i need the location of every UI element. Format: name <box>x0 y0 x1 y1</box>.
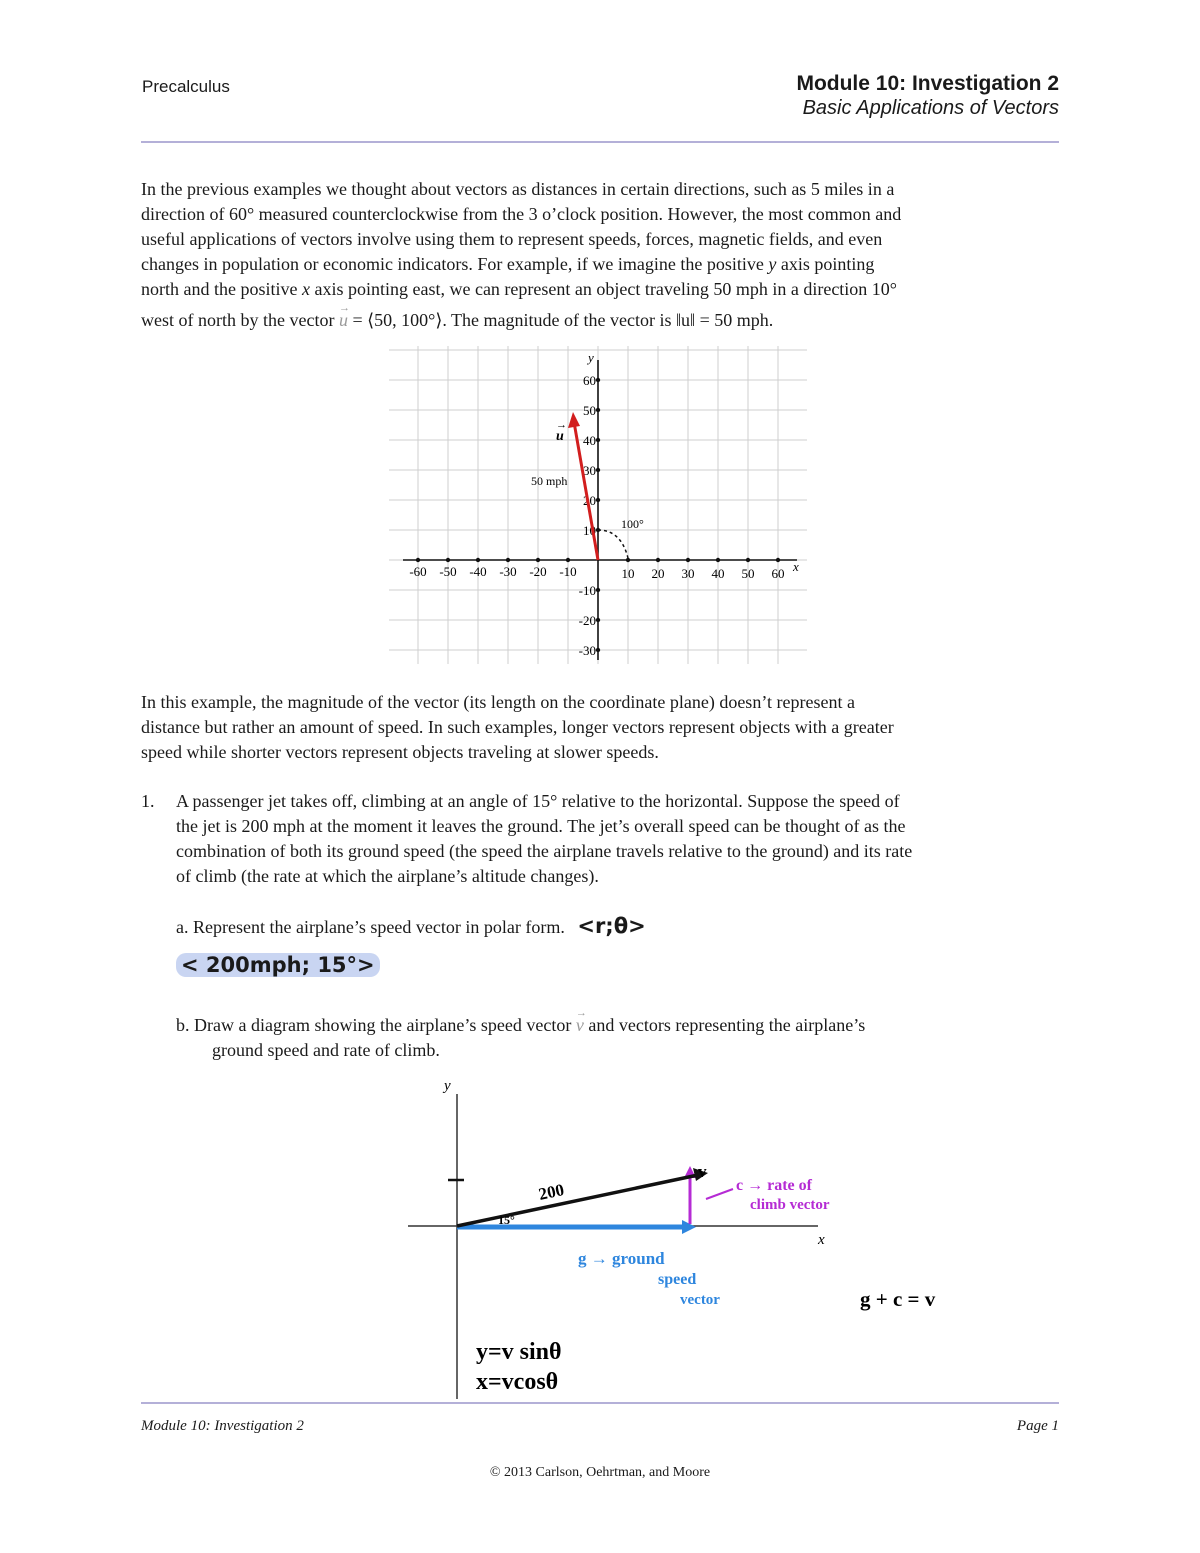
tick-mark <box>536 558 540 562</box>
tick-mark <box>596 378 600 382</box>
explanation-paragraph <box>141 690 1066 765</box>
question-line: the jet is 200 mph at the moment it leaves the ground. The jet’s overall speed can be thought of as the <box>176 816 906 836</box>
vector-u-symbol: → u <box>339 308 348 333</box>
tick-mark <box>746 558 750 562</box>
copyright: © 2013 Carlson, Oehrtman, and Moore <box>489 1465 711 1480</box>
course-name: Precalculus <box>142 77 230 96</box>
vector-sum-equation: g + c = v <box>860 1287 936 1311</box>
intro-line: changes in population or economic indicators. For example, if we imagine the positive y axis pointing <box>141 254 875 274</box>
part-b-line: b. Draw a diagram showing the airplane’s speed vector → v and vectors representing the airplane’s <box>176 1013 1056 1038</box>
y-tick-label: -20 <box>578 613 596 628</box>
x-tick-label: -10 <box>559 564 577 579</box>
intro-paragraph <box>141 177 1066 333</box>
x-tick-label: 30 <box>681 566 695 581</box>
question-line: combination of both its ground speed (the speed the airplane travels relative to the ground) and its rate <box>176 841 913 861</box>
formula-x: x=vcosθ <box>476 1369 559 1395</box>
tick-mark <box>596 468 600 472</box>
tick-mark <box>776 558 780 562</box>
magnitude-label: 50 mph <box>531 474 568 488</box>
tick-mark <box>416 558 420 562</box>
x-tick-label: -40 <box>469 564 487 579</box>
y-tick-label: 40 <box>583 433 596 448</box>
x-tick-label: -60 <box>409 564 427 579</box>
y-axis-label: y <box>588 350 594 365</box>
formula-y: y=v sinθ <box>476 1339 562 1365</box>
vector-v-symbol: → v <box>576 1013 584 1038</box>
angle-label: 15° <box>498 1213 515 1227</box>
part-a-prompt: a. Represent the airplane’s speed vector in polar form. <box>176 917 565 937</box>
climb-note-pointer <box>706 1189 733 1199</box>
angle-label: 100° <box>621 517 644 531</box>
footer-module: Module 10: Investigation 2 <box>141 1418 304 1434</box>
y-axis-label: y <box>444 1078 451 1094</box>
handwritten-polar-format: <r;θ> <box>577 914 646 938</box>
v-label: v <box>698 1162 707 1181</box>
x-tick-label: 50 <box>741 566 755 581</box>
tick-mark <box>596 498 600 502</box>
explain-line: speed while shorter vectors represent objects traveling at slower speeds. <box>141 742 659 762</box>
x-axis-label: x <box>818 1232 825 1248</box>
footer-page-number: Page 1 <box>1016 1418 1059 1434</box>
tick-mark <box>656 558 660 562</box>
magnitude-expression: ‖u‖ = 50 mph <box>675 310 769 330</box>
explain-line: distance but rather an amount of speed. In such examples, longer vectors represent objects with a greater <box>141 717 894 737</box>
tick-mark <box>506 558 510 562</box>
speed-vector <box>457 1175 698 1226</box>
vector-u-arrow-mark: → <box>556 419 567 431</box>
question-1 <box>141 789 1066 889</box>
x-axis-label: x <box>793 559 799 574</box>
header-title-block <box>796 72 1059 120</box>
x-tick-label: -50 <box>439 564 457 579</box>
y-tick-label: 50 <box>583 403 596 418</box>
tick-mark <box>596 618 600 622</box>
tick-mark <box>596 438 600 442</box>
y-tick-label: -30 <box>578 643 596 658</box>
climb-note: c → rate of <box>736 1177 812 1194</box>
tick-mark <box>716 558 720 562</box>
vector-u-graph <box>385 342 815 668</box>
explain-line: In this example, the magnitude of the vector (its length on the coordinate plane) doesn’t represent a <box>141 692 855 712</box>
y-tick-label: -10 <box>578 583 596 598</box>
question-number: 1. <box>141 791 155 811</box>
intro-line: In the previous examples we thought about vectors as distances in certain directions, such as 5 miles in a <box>141 179 895 199</box>
y-tick-label: 20 <box>583 493 596 508</box>
airplane-vector-diagram <box>400 1074 960 1404</box>
part-a <box>176 914 1056 940</box>
handwritten-answer-a: < 200mph; 15°> <box>176 953 380 977</box>
part-b-line: ground speed and rate of climb. <box>212 1040 440 1060</box>
vector-u-label: u <box>556 429 564 444</box>
intro-line: direction of 60° measured counterclockwise from the 3 o’clock position. However, the most common and <box>141 204 902 224</box>
x-tick-label: 20 <box>651 566 665 581</box>
x-tick-label: 40 <box>711 566 725 581</box>
intro-line: useful applications of vectors involve using them to represent speeds, forces, magnetic fields, and even <box>141 229 883 249</box>
angle-arc <box>598 530 628 558</box>
intro-line: west of north by the vector → u = ⟨50, 100°⟩. The magnitude of the vector is ‖u‖ = 50 mph. <box>141 308 1066 333</box>
climb-note: climb vector <box>750 1197 830 1213</box>
x-tick-label: 10 <box>621 566 635 581</box>
question-line: A passenger jet takes off, climbing at an angle of 15° relative to the horizontal. Suppose the speed of <box>176 791 900 811</box>
ground-note: speed <box>658 1271 697 1288</box>
speed-magnitude-label: 200 <box>536 1180 566 1204</box>
ground-note: vector <box>680 1292 720 1308</box>
vector-u-arrowhead <box>568 412 580 428</box>
tick-mark <box>686 558 690 562</box>
tick-mark <box>596 408 600 412</box>
header-divider <box>141 141 1059 143</box>
tick-mark <box>596 648 600 652</box>
x-tick-label: 60 <box>771 566 785 581</box>
tick-mark <box>476 558 480 562</box>
tick-mark <box>566 558 570 562</box>
x-tick-label: -30 <box>499 564 517 579</box>
part-b <box>176 1013 1056 1063</box>
module-subtitle: Basic Applications of Vectors <box>802 97 1059 119</box>
y-tick-label: 10 <box>583 523 596 538</box>
module-title: Module 10: Investigation 2 <box>796 72 1059 95</box>
footer-divider <box>141 1402 1059 1404</box>
y-tick-label: 30 <box>583 463 596 478</box>
y-tick-label: 60 <box>583 373 596 388</box>
tick-mark <box>446 558 450 562</box>
tick-mark <box>596 588 600 592</box>
tick-mark <box>626 558 630 562</box>
intro-line: north and the positive x axis pointing east, we can represent an object traveling 50 mph in a direction 10° <box>141 279 898 299</box>
ground-note: g → ground <box>578 1249 665 1268</box>
x-tick-label: -20 <box>529 564 547 579</box>
question-line: of climb (the rate at which the airplane’s altitude changes). <box>176 866 599 886</box>
